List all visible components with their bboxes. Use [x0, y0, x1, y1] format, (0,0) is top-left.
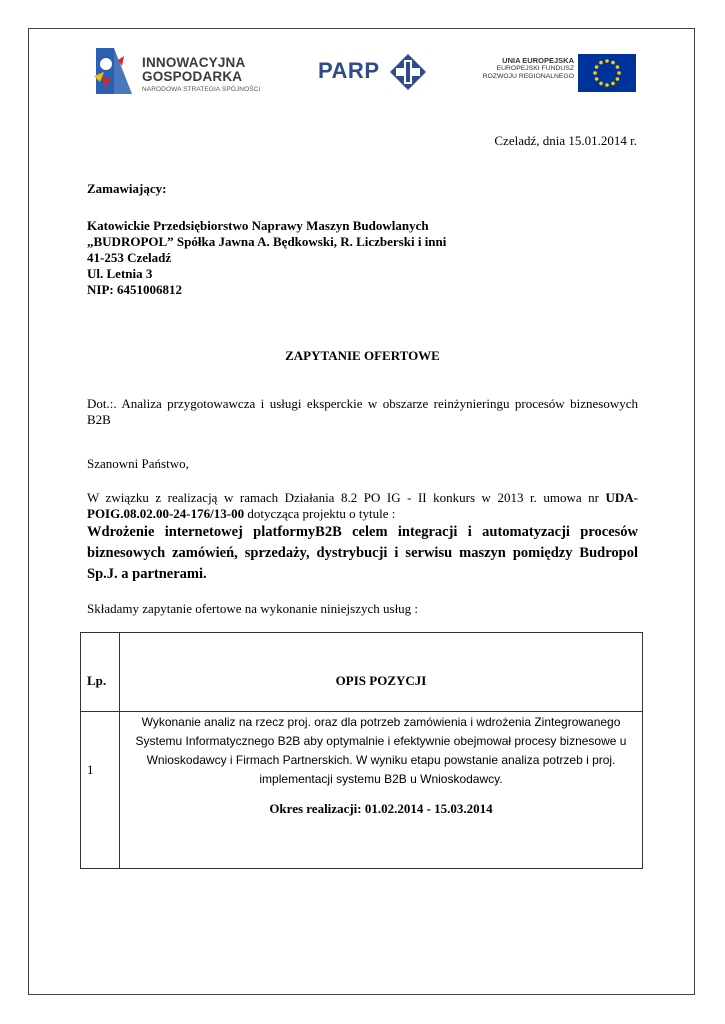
ig-emblem-icon [92, 46, 140, 96]
document-title: ZAPYTANIE OFERTOWE [285, 348, 440, 363]
ig-logo-line3: NARODOWA STRATEGIA SPÓJNOŚCI [142, 86, 261, 93]
parp-logo [318, 52, 430, 92]
items-table [80, 632, 643, 869]
intro-paragraph [87, 490, 638, 585]
address-line: Katowickie Przedsiębiorstwo Naprawy Maszyn Budowlanych [87, 218, 429, 233]
ig-logo-line1: INNOWACYJNA [142, 55, 246, 70]
ig-logo-line2: GOSPODARKA [142, 69, 243, 84]
subject-line: Dot.:. Analiza przygotowawcza i usługi eksperckie w obszarze reinżynieringu procesów biznesowych B2B [87, 396, 638, 427]
table-header-row [81, 633, 643, 712]
parp-emblem-icon [388, 54, 428, 90]
row-description: Wykonanie analiz na rzecz proj. oraz dla potrzeb zamówienia i wdrożenia Zintegrowanego Systemu Informatycznego B2B aby optymalnie i efektywnie obejmował procesy biznesowe u Wnioskodawcy i Firmach Partnerskich. W wyniku etapu powstanie analiza potrzeb i proj. implementacji systemu B2B u Wnioskodawcy. [135, 715, 627, 786]
address-line: 41-253 Czeladź [87, 250, 172, 265]
column-header-lp: Lp. [81, 633, 120, 712]
eu-flag-icon [578, 54, 636, 92]
intro-text-part2: dotycząca projektu o tytule : [244, 506, 396, 521]
table-row [81, 712, 643, 869]
request-line: Składamy zapytanie ofertowe na wykonanie niniejszych usług : [87, 601, 419, 616]
date-line: Czeladź, dnia 15.01.2014 r. [494, 133, 637, 148]
greeting: Szanowni Państwo, [87, 456, 189, 471]
row-okres: Okres realizacji: 01.02.2014 - 15.03.2014 [269, 801, 493, 816]
project-title: Wdrożenie internetowej platformyB2B celem integracji i automatyzacji procesów biznesowych zamówień, sprzedaży, dystrybucji i serwisu maszyn pomiędzy Budropol Sp.J. a partnerami. [87, 524, 638, 582]
contract-number: UDA-POIG.08.02.00-24-176/13-00 [87, 490, 638, 521]
eu-logo-line3: ROZWOJU REGIONALNEGO [482, 73, 574, 80]
intro-text-part1: W związku z realizacją w ramach Działania 8.2 PO IG - II konkurs w 2013 r. umowa nr [87, 490, 606, 505]
parp-logo-text: PARP [318, 58, 380, 83]
zamawiajacy-label: Zamawiający: [87, 181, 167, 196]
innowacyjna-gospodarka-logo [92, 46, 282, 96]
eu-logo-line2: EUROPEJSKI FUNDUSZ [496, 65, 574, 72]
address-line: Ul. Letnia 3 [87, 266, 153, 281]
row-lp: 1 [81, 712, 120, 869]
address-line: „BUDROPOL” Spółka Jawna A. Będkowski, R. Liczberski i inni [87, 234, 447, 249]
row-description-cell [120, 712, 643, 869]
address-line: NIP: 6451006812 [87, 282, 182, 297]
column-header-opis: OPIS POZYCJI [120, 633, 643, 712]
eu-logo [474, 52, 636, 94]
eu-logo-line1: UNIA EUROPEJSKA [502, 56, 574, 65]
zamawiajacy-address [87, 218, 446, 298]
